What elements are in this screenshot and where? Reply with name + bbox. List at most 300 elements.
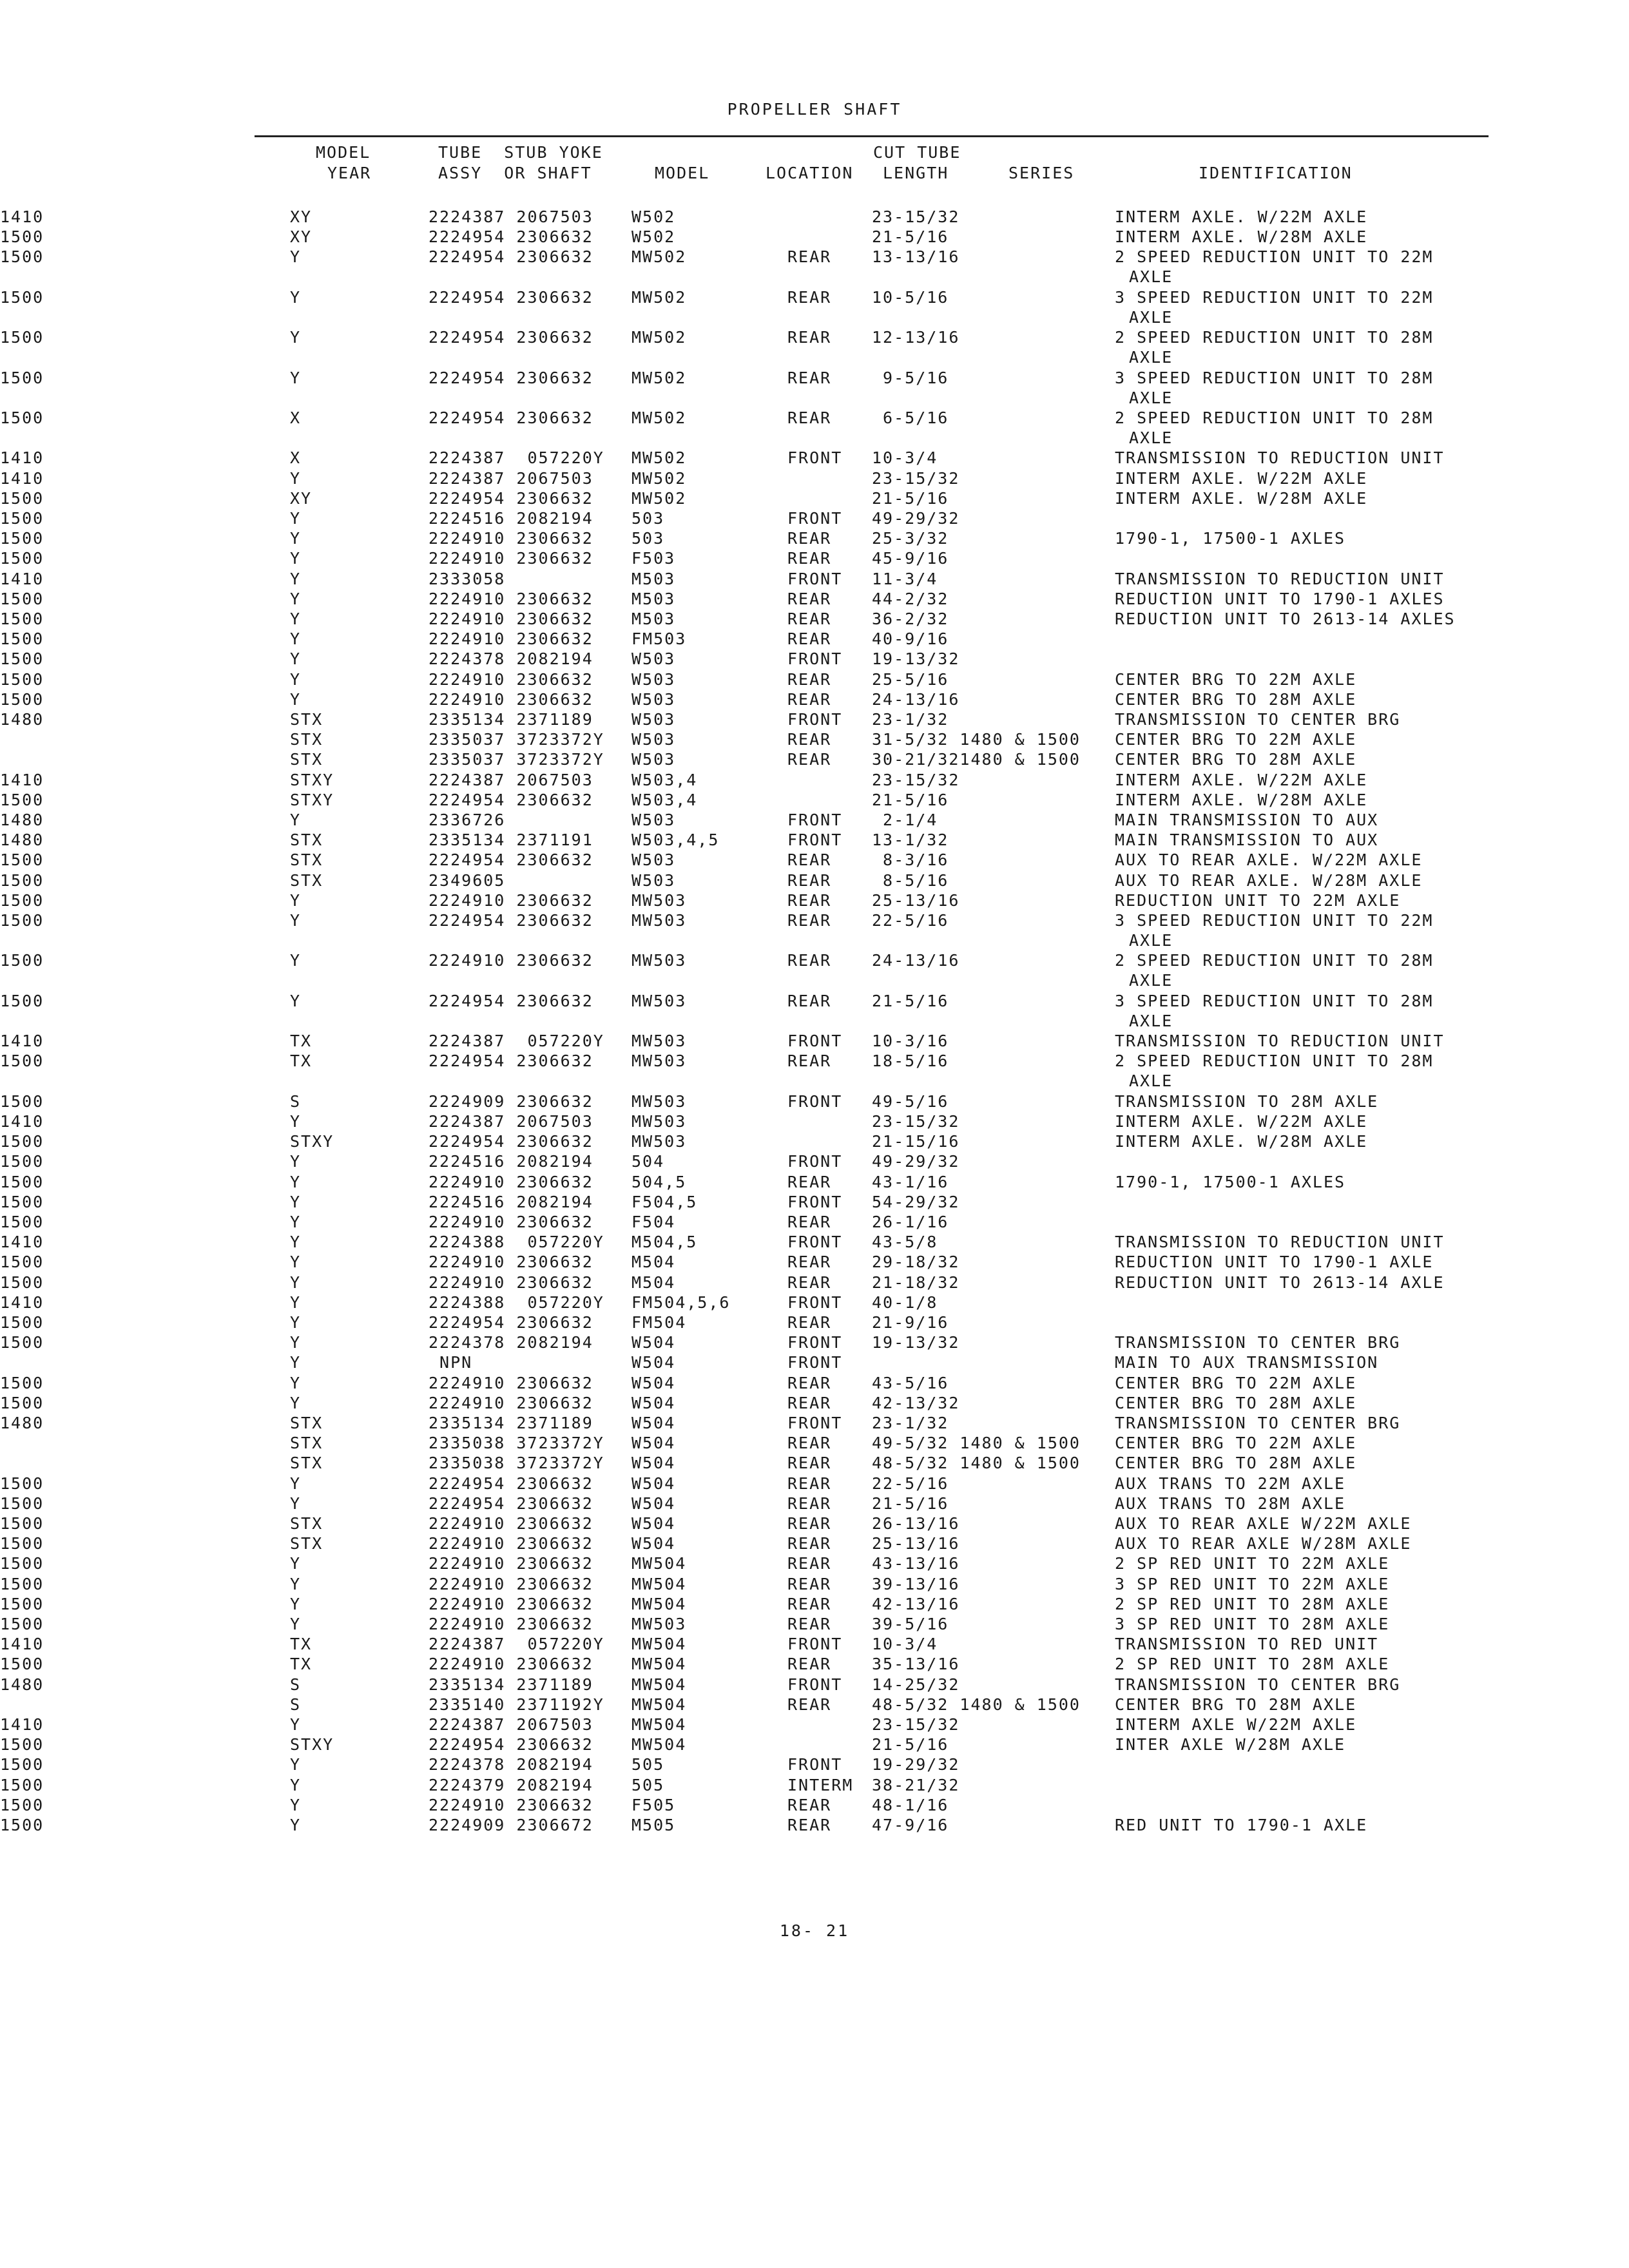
- cell-series: 1500: [0, 649, 44, 668]
- cell-model-year: S: [290, 1695, 302, 1714]
- table-row: [0, 1353, 1629, 1373]
- cell-series: 1500: [0, 1554, 44, 1573]
- cell-model-year: Y: [290, 891, 302, 910]
- cell-cut-tube-length: 18-5/16: [872, 1052, 949, 1070]
- cell-cut-tube-length: 22-5/16: [872, 911, 949, 930]
- cell-model-year: Y: [290, 570, 302, 588]
- cell-location: REAR: [787, 328, 832, 347]
- cell-model: MW503: [631, 911, 687, 930]
- cell-cut-tube-length: 29-18/32: [872, 1253, 960, 1271]
- cell-cut-tube-length: 10-3/4: [872, 448, 938, 467]
- table-row: [0, 831, 1629, 850]
- cell-model: W503: [631, 649, 676, 668]
- cell-tube-stub: 2224378 2082194: [429, 1755, 593, 1774]
- cell-identification: CENTER BRG TO 28M AXLE: [1115, 1695, 1357, 1714]
- cell-model-year: STX: [290, 1454, 323, 1472]
- cell-model: MW503: [631, 992, 687, 1010]
- table-row: [0, 1374, 1629, 1394]
- cell-tube-stub: 2224910 2306632: [429, 590, 593, 608]
- cell-cut-tube-length: 21-5/16: [872, 791, 949, 809]
- cell-location: FRONT: [787, 1032, 843, 1050]
- cell-series: 1500: [0, 1474, 44, 1493]
- table-row: [0, 408, 1629, 447]
- cell-series: 1500: [0, 1655, 44, 1673]
- table-row: [0, 690, 1629, 710]
- cell-model-year: STX: [290, 871, 323, 890]
- cell-tube-stub: 2224910 2306632: [429, 1554, 593, 1573]
- cell-model-year: TX: [290, 1635, 313, 1653]
- cell-location: INTERM: [787, 1776, 854, 1794]
- cell-location: REAR: [787, 1534, 832, 1553]
- cell-identification: INTERM AXLE. W/22M AXLE: [1115, 207, 1368, 226]
- cell-cut-tube-length: 25-3/32: [872, 529, 949, 548]
- cell-tube-stub: 2224910 2306632: [429, 610, 593, 628]
- cell-model-year: XY: [290, 489, 313, 508]
- cell-identification: CENTER BRG TO 22M AXLE: [1115, 1434, 1357, 1452]
- cell-tube-stub: 2224910 2306632: [429, 1796, 593, 1814]
- table-row: [0, 1213, 1629, 1233]
- table-row: [0, 1273, 1629, 1293]
- cell-series: 1500: [0, 247, 44, 266]
- cell-series: 1410: [0, 1233, 44, 1251]
- cell-model-year: Y: [290, 1353, 302, 1372]
- cell-series: 1500: [0, 1173, 44, 1191]
- table-row: [0, 570, 1629, 590]
- cell-location: REAR: [787, 871, 832, 890]
- cell-cut-tube-length: 13-1/32: [872, 831, 949, 849]
- cell-model: W504: [631, 1374, 676, 1392]
- cell-identification: TRANSMISSION TO RED UNIT: [1115, 1635, 1379, 1653]
- cell-identification: REDUCTION UNIT TO 1790-1 AXLE: [1115, 1253, 1434, 1271]
- cell-location: REAR: [787, 369, 832, 387]
- cell-identification: CENTER BRG TO 28M AXLE: [1115, 690, 1357, 709]
- cell-series: 1500: [0, 891, 44, 910]
- table-row: [0, 1494, 1629, 1514]
- cell-identification: REDUCTION UNIT TO 22M AXLE: [1115, 891, 1401, 910]
- table-row: [0, 1052, 1629, 1090]
- cell-series: 1410: [0, 207, 44, 226]
- cell-series: 1410: [0, 771, 44, 789]
- cell-tube-stub: 2224910 2306632: [429, 549, 593, 568]
- cell-model: MW502: [631, 489, 687, 508]
- cell-model: W503: [631, 710, 676, 729]
- cell-model-year: Y: [290, 1816, 302, 1834]
- cell-series: 1500: [0, 1152, 44, 1171]
- cell-tube-stub: 2224910 2306632: [429, 951, 593, 970]
- cell-model: M503: [631, 570, 676, 588]
- cell-cut-tube-length: 40-1/8: [872, 1293, 938, 1312]
- cell-cut-tube-length: 36-2/32: [872, 610, 949, 628]
- cell-cut-tube-length: 21-18/32: [872, 1273, 960, 1292]
- table-row: [0, 328, 1629, 367]
- cell-series: 1480: [0, 831, 44, 849]
- header-cut-tube-2: LENGTH: [883, 164, 949, 182]
- cell-series: 1500: [0, 610, 44, 628]
- header-location: LOCATION: [766, 164, 854, 182]
- cell-series: 1500: [0, 1394, 44, 1412]
- cell-series: 1500: [0, 1193, 44, 1211]
- cell-model: MW503: [631, 891, 687, 910]
- cell-model-year: X: [290, 448, 302, 467]
- cell-model: W504: [631, 1394, 676, 1412]
- cell-cut-tube-length: 23-1/32: [872, 1414, 949, 1432]
- cell-cut-tube-length: 19-13/32: [872, 649, 960, 668]
- table-row: [0, 590, 1629, 610]
- cell-location: REAR: [787, 1514, 832, 1533]
- table-row: [0, 1575, 1629, 1595]
- cell-series: 1500: [0, 1735, 44, 1754]
- cell-model: MW504: [631, 1554, 687, 1573]
- cell-cut-tube-length: 25-13/16: [872, 1534, 960, 1553]
- cell-location: REAR: [787, 590, 832, 608]
- cell-series: 1500: [0, 1273, 44, 1292]
- table-row: [0, 771, 1629, 791]
- cell-cut-tube-length: 49-5/16: [872, 1092, 949, 1111]
- cell-identification: 1790-1, 17500-1 AXLES: [1115, 529, 1346, 548]
- table-row: [0, 850, 1629, 870]
- cell-tube-stub: NPN: [429, 1353, 473, 1372]
- cell-location: REAR: [787, 1796, 832, 1814]
- cell-series: 1500: [0, 590, 44, 608]
- cell-tube-stub: 2224910 2306632: [429, 690, 593, 709]
- cell-series: 1500: [0, 529, 44, 548]
- cell-tube-stub: 2224910 2306632: [429, 629, 593, 648]
- cell-series: 1480: [0, 1675, 44, 1694]
- cell-model-year: TX: [290, 1032, 313, 1050]
- header-tube-stub-2: ASSY OR SHAFT: [438, 164, 592, 182]
- cell-model: W503,4: [631, 771, 698, 789]
- cell-tube-stub: 2224954 2306632: [429, 227, 593, 246]
- cell-model: W503: [631, 670, 676, 689]
- cell-series: 1410: [0, 469, 44, 488]
- cell-identification: INTER AXLE W/28M AXLE: [1115, 1735, 1346, 1754]
- cell-tube-stub: 2224954 2306632: [429, 288, 593, 307]
- cell-location: FRONT: [787, 1293, 843, 1312]
- cell-series: 1500: [0, 791, 44, 809]
- cell-model-year: STXY: [290, 1132, 334, 1151]
- cell-cut-tube-length: 23-15/32: [872, 207, 960, 226]
- cell-cut-tube-length: 43-5/8: [872, 1233, 938, 1251]
- cell-location: FRONT: [787, 509, 843, 528]
- cell-model: FM504: [631, 1313, 687, 1332]
- cell-location: REAR: [787, 408, 832, 427]
- cell-model: 505: [631, 1776, 665, 1794]
- cell-model: W503: [631, 690, 676, 709]
- cell-model-year: S: [290, 1675, 302, 1694]
- cell-location: REAR: [787, 690, 832, 709]
- cell-model: MW503: [631, 1112, 687, 1131]
- cell-tube-stub: 2224379 2082194: [429, 1776, 593, 1794]
- cell-model-year: TX: [290, 1052, 313, 1070]
- cell-model-year: Y: [290, 649, 302, 668]
- cell-tube-stub: 2224910 2306632: [429, 1655, 593, 1673]
- cell-cut-tube-length: 40-9/16: [872, 629, 949, 648]
- cell-model: MW503: [631, 1615, 687, 1633]
- cell-model: W502: [631, 207, 676, 226]
- cell-series: 1500: [0, 1313, 44, 1332]
- cell-model-year: Y: [290, 1796, 302, 1814]
- cell-identification: MAIN TO AUX TRANSMISSION: [1115, 1353, 1379, 1372]
- cell-model-year: Y: [290, 811, 302, 829]
- cell-cut-tube-length: 44-2/32: [872, 590, 949, 608]
- cell-cut-tube-length: 48-5/32 1480 & 1500: [872, 1454, 1081, 1472]
- cell-model-year: STX: [290, 730, 323, 749]
- cell-location: REAR: [787, 670, 832, 689]
- cell-cut-tube-length: 26-13/16: [872, 1514, 960, 1533]
- cell-location: REAR: [787, 891, 832, 910]
- cell-location: REAR: [787, 1273, 832, 1292]
- cell-tube-stub: 2224387 2067503: [429, 1112, 593, 1131]
- cell-tube-stub: 2335037 3723372Y: [429, 730, 604, 749]
- cell-series: 1500: [0, 911, 44, 930]
- cell-model: MW503: [631, 1032, 687, 1050]
- cell-model: W502: [631, 227, 676, 246]
- table-row: [0, 207, 1629, 227]
- cell-tube-stub: 2224387 057220Y: [429, 1032, 604, 1050]
- cell-cut-tube-length: 10-5/16: [872, 288, 949, 307]
- cell-location: REAR: [787, 911, 832, 930]
- cell-model: MW503: [631, 1092, 687, 1111]
- cell-series: 1410: [0, 448, 44, 467]
- cell-identification: TRANSMISSION TO REDUCTION UNIT: [1115, 448, 1445, 467]
- cell-identification: 2 SPEED REDUCTION UNIT TO 28M: [1115, 328, 1434, 347]
- table-row: [0, 1595, 1629, 1615]
- cell-model: F504: [631, 1213, 676, 1231]
- cell-identification: TRANSMISSION TO REDUCTION UNIT: [1115, 570, 1445, 588]
- cell-identification-continued: AXLE: [1129, 348, 1173, 367]
- cell-model: MW504: [631, 1715, 687, 1734]
- cell-identification: TRANSMISSION TO CENTER BRG: [1115, 1675, 1401, 1694]
- table-row: [0, 911, 1629, 950]
- table-row: [0, 1534, 1629, 1554]
- table-row: [0, 549, 1629, 569]
- cell-cut-tube-length: 21-9/16: [872, 1313, 949, 1332]
- cell-location: REAR: [787, 1454, 832, 1472]
- cell-tube-stub: 2335134 2371189: [429, 1414, 593, 1432]
- table-row: [0, 1152, 1629, 1172]
- cell-series: 1500: [0, 227, 44, 246]
- cell-tube-stub: 2224954 2306632: [429, 489, 593, 508]
- cell-cut-tube-length: 21-5/16: [872, 1735, 949, 1754]
- cell-model: 503: [631, 529, 665, 548]
- cell-location: FRONT: [787, 710, 843, 729]
- cell-tube-stub: 2335140 2371192Y: [429, 1695, 604, 1714]
- cell-identification: 3 SPEED REDUCTION UNIT TO 28M: [1115, 992, 1434, 1010]
- cell-tube-stub: 2224954 2306632: [429, 328, 593, 347]
- cell-cut-tube-length: 49-29/32: [872, 1152, 960, 1171]
- cell-tube-stub: 2335038 3723372Y: [429, 1434, 604, 1452]
- cell-tube-stub: 2224909 2306672: [429, 1816, 593, 1834]
- table-row: [0, 1233, 1629, 1253]
- cell-series: 1410: [0, 1032, 44, 1050]
- cell-model-year: STXY: [290, 1735, 334, 1754]
- cell-identification: 2 SPEED REDUCTION UNIT TO 22M: [1115, 247, 1434, 266]
- cell-location: FRONT: [787, 1193, 843, 1211]
- cell-cut-tube-length: 23-15/32: [872, 469, 960, 488]
- cell-model-year: Y: [290, 529, 302, 548]
- cell-cut-tube-length: 23-15/32: [872, 1112, 960, 1131]
- cell-location: REAR: [787, 951, 832, 970]
- cell-identification: REDUCTION UNIT TO 1790-1 AXLES: [1115, 590, 1445, 608]
- cell-model-year: Y: [290, 610, 302, 628]
- table-row: [0, 670, 1629, 690]
- cell-series: 1500: [0, 549, 44, 568]
- cell-tube-stub: 2224388 057220Y: [429, 1233, 604, 1251]
- cell-model: F503: [631, 549, 676, 568]
- cell-location: REAR: [787, 629, 832, 648]
- cell-model: MW502: [631, 328, 687, 347]
- cell-model: FM503: [631, 629, 687, 648]
- table-row: [0, 1796, 1629, 1816]
- header-model-year-2: YEAR: [327, 164, 372, 182]
- cell-model-year: Y: [290, 1394, 302, 1412]
- cell-tube-stub: 2224954 2306632: [429, 791, 593, 809]
- cell-series: 1500: [0, 489, 44, 508]
- cell-series: 1500: [0, 408, 44, 427]
- cell-location: REAR: [787, 1052, 832, 1070]
- cell-tube-stub: 2335134 2371189: [429, 710, 593, 729]
- cell-series: 1480: [0, 710, 44, 729]
- cell-cut-tube-length: 10-3/4: [872, 1635, 938, 1653]
- cell-tube-stub: 2224909 2306632: [429, 1092, 593, 1111]
- cell-tube-stub: 2224910 2306632: [429, 1253, 593, 1271]
- table-row: [0, 811, 1629, 831]
- cell-tube-stub: 2224516 2082194: [429, 1152, 593, 1171]
- cell-series: 1500: [0, 1374, 44, 1392]
- cell-tube-stub: 2333058: [429, 570, 506, 588]
- cell-location: REAR: [787, 610, 832, 628]
- cell-model: MW502: [631, 369, 687, 387]
- cell-model-year: Y: [290, 288, 302, 307]
- cell-model-year: Y: [290, 670, 302, 689]
- cell-location: FRONT: [787, 1233, 843, 1251]
- page-title: PROPELLER SHAFT: [727, 100, 902, 119]
- cell-tube-stub: 2224954 2306632: [429, 1494, 593, 1513]
- cell-tube-stub: 2224387 2067503: [429, 1715, 593, 1734]
- cell-series: 1500: [0, 690, 44, 709]
- table-row: [0, 1193, 1629, 1213]
- table-row: [0, 951, 1629, 990]
- cell-location: FRONT: [787, 1414, 843, 1432]
- cell-model-year: Y: [290, 1755, 302, 1774]
- cell-model-year: Y: [290, 690, 302, 709]
- table-row: [0, 529, 1629, 549]
- cell-model-year: Y: [290, 1273, 302, 1292]
- cell-model-year: Y: [290, 629, 302, 648]
- cell-cut-tube-length: 49-29/32: [872, 509, 960, 528]
- cell-identification: RED UNIT TO 1790-1 AXLE: [1115, 1816, 1368, 1834]
- cell-identification: AUX TO REAR AXLE W/22M AXLE: [1115, 1514, 1412, 1533]
- cell-model: W503: [631, 871, 676, 890]
- cell-cut-tube-length: 21-5/16: [872, 1494, 949, 1513]
- cell-identification: 2 SP RED UNIT TO 28M AXLE: [1115, 1595, 1390, 1613]
- cell-cut-tube-length: 42-13/16: [872, 1595, 960, 1613]
- cell-model: W503,4,5: [631, 831, 720, 849]
- table-row: [0, 750, 1629, 770]
- cell-tube-stub: 2224387 2067503: [429, 207, 593, 226]
- cell-model: F505: [631, 1796, 676, 1814]
- table-row: [0, 1253, 1629, 1273]
- header-identification: IDENTIFICATION: [1199, 164, 1353, 182]
- cell-model-year: Y: [290, 1615, 302, 1633]
- cell-cut-tube-length: 39-13/16: [872, 1575, 960, 1593]
- cell-cut-tube-length: 31-5/32 1480 & 1500: [872, 730, 1081, 749]
- page-number: 18- 21: [779, 1921, 850, 1940]
- cell-model-year: Y: [290, 1213, 302, 1231]
- table-row: [0, 1655, 1629, 1675]
- cell-model-year: Y: [290, 1474, 302, 1493]
- cell-model: M503: [631, 610, 676, 628]
- cell-model: F504,5: [631, 1193, 698, 1211]
- table-row: [0, 1313, 1629, 1333]
- cell-identification-continued: AXLE: [1129, 1012, 1173, 1030]
- cell-model-year: S: [290, 1092, 302, 1111]
- cell-cut-tube-length: 21-15/16: [872, 1132, 960, 1151]
- cell-cut-tube-length: 48-5/32 1480 & 1500: [872, 1695, 1081, 1714]
- header-model-year-1: MODEL: [316, 143, 371, 162]
- cell-tube-stub: 2224387 057220Y: [429, 448, 604, 467]
- cell-model-year: Y: [290, 1554, 302, 1573]
- cell-model: W504: [631, 1454, 676, 1472]
- cell-tube-stub: 2224910 2306632: [429, 670, 593, 689]
- cell-series: 1500: [0, 328, 44, 347]
- cell-identification: CENTER BRG TO 28M AXLE: [1115, 1454, 1357, 1472]
- cell-cut-tube-length: 21-5/16: [872, 489, 949, 508]
- cell-location: REAR: [787, 1816, 832, 1834]
- cell-cut-tube-length: 23-15/32: [872, 771, 960, 789]
- cell-series: 1500: [0, 1534, 44, 1553]
- cell-identification: AUX TO REAR AXLE. W/22M AXLE: [1115, 850, 1423, 869]
- cell-series: 1500: [0, 629, 44, 648]
- table-row: [0, 1333, 1629, 1353]
- cell-model-year: STX: [290, 710, 323, 729]
- cell-identification-continued: AXLE: [1129, 389, 1173, 407]
- cell-model: MW502: [631, 288, 687, 307]
- cell-tube-stub: 2224910 2306632: [429, 529, 593, 548]
- cell-series: 1500: [0, 1575, 44, 1593]
- cell-cut-tube-length: 2-1/4: [872, 811, 938, 829]
- cell-identification: 3 SPEED REDUCTION UNIT TO 22M: [1115, 288, 1434, 307]
- cell-tube-stub: 2224910 2306632: [429, 1173, 593, 1191]
- cell-location: REAR: [787, 1213, 832, 1231]
- cell-model: MW503: [631, 1132, 687, 1151]
- cell-cut-tube-length: 30-21/321480 & 1500: [872, 750, 1081, 769]
- cell-cut-tube-length: 24-13/16: [872, 690, 960, 709]
- cell-cut-tube-length: 54-29/32: [872, 1193, 960, 1211]
- cell-cut-tube-length: 23-1/32: [872, 710, 949, 729]
- cell-identification-continued: AXLE: [1129, 1072, 1173, 1090]
- cell-identification: MAIN TRANSMISSION TO AUX: [1115, 831, 1379, 849]
- cell-cut-tube-length: 43-1/16: [872, 1173, 949, 1191]
- cell-model: W504: [631, 1333, 676, 1352]
- cell-tube-stub: 2224378 2082194: [429, 1333, 593, 1352]
- cell-cut-tube-length: 47-9/16: [872, 1816, 949, 1834]
- cell-cut-tube-length: 49-5/32 1480 & 1500: [872, 1434, 1081, 1452]
- cell-location: REAR: [787, 1595, 832, 1613]
- table-row: [0, 1635, 1629, 1655]
- cell-model: MW503: [631, 951, 687, 970]
- cell-series: 1500: [0, 871, 44, 890]
- cell-series: 1500: [0, 509, 44, 528]
- cell-tube-stub: 2224516 2082194: [429, 509, 593, 528]
- cell-location: REAR: [787, 1695, 832, 1714]
- cell-series: 1500: [0, 670, 44, 689]
- cell-tube-stub: 2224954 2306632: [429, 1735, 593, 1754]
- cell-tube-stub: 2224388 057220Y: [429, 1293, 604, 1312]
- cell-model: MW502: [631, 247, 687, 266]
- cell-cut-tube-length: 42-13/32: [872, 1394, 960, 1412]
- cell-identification: 3 SPEED REDUCTION UNIT TO 28M: [1115, 369, 1434, 387]
